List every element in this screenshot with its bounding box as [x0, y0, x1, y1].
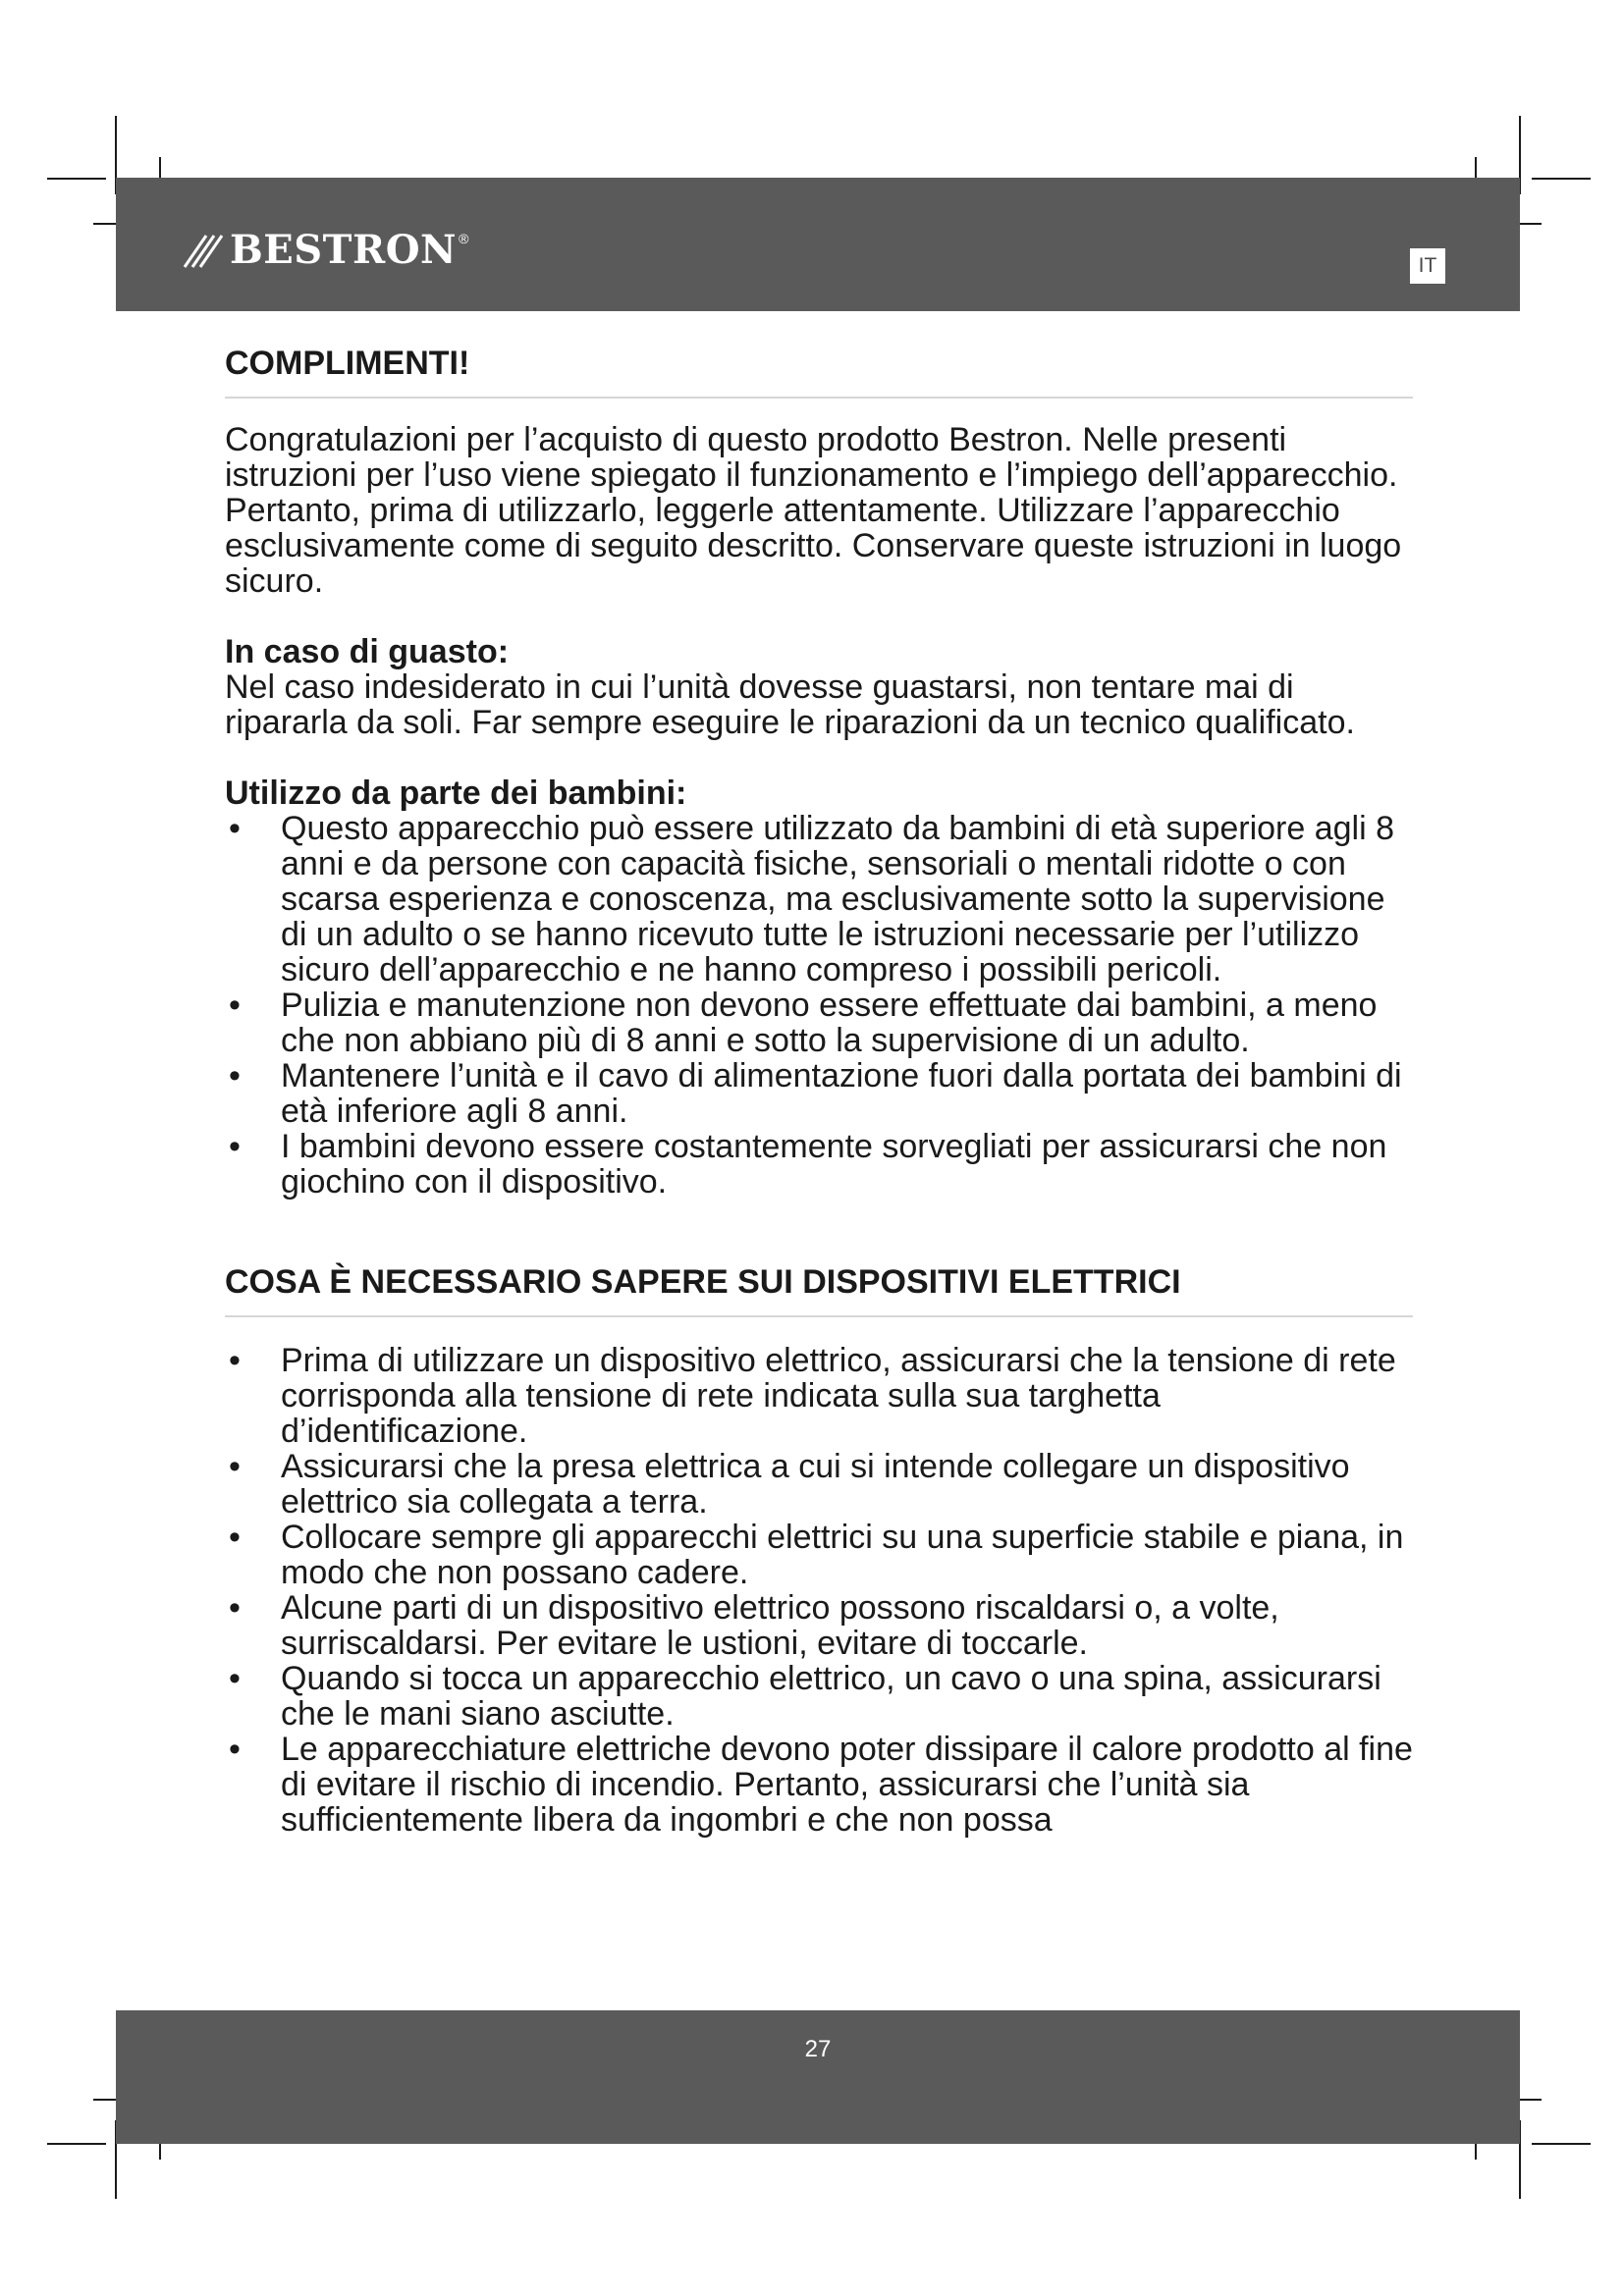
dispositivi-list: [225, 1343, 1413, 1838]
list-item: • Collocare sempre gli apparecchi elettrici su una superficie stabile e piana, in modo che non possano cadere.: [229, 1519, 1404, 1591]
crop-mark: [47, 2143, 106, 2145]
list-item: • Assicurarsi che la presa elettrica a cui si intende collegare un dispositivo elettrico sia collegata a terra.: [229, 1448, 1350, 1521]
subsection-heading-guasto: In caso di guasto:: [225, 633, 510, 670]
section-title-dispositivi: COSA È NECESSARIO SAPERE SUI DISPOSITIVI ELETTRICI: [225, 1262, 1413, 1317]
section-title-complimenti: COMPLIMENTI!: [225, 344, 1413, 399]
registered-mark: ®: [459, 230, 469, 246]
list-item: • Mantenere l’unità e il cavo di alimentazione fuori dalla portata dei bambini di età inferiore agli 8 anni.: [229, 1057, 1402, 1130]
crop-mark: [1532, 178, 1591, 180]
chevrons-icon: [181, 232, 224, 269]
footer-bar: [116, 2010, 1520, 2144]
list-item: • Quando si tocca un apparecchio elettrico, un cavo o una spina, assicurarsi che le mani siano asciutte.: [229, 1660, 1381, 1733]
intro-paragraph: Congratulazioni per l’acquisto di questo prodotto Bestron. Nelle presenti istruzioni per l’uso viene spiegato il funzionamento e l’impiego dell’apparecchio. Pertanto, prima di utilizzarlo, leggerle attentamente. Utilizzare l’apparecchio esclusivamente come di seguito descritto. Conservare queste istruzioni in luogo sicuro.: [225, 421, 1402, 600]
guasto-paragraph: Nel caso indesiderato in cui l’unità dovesse guastarsi, non tentare mai di ripararla da soli. Far sempre eseguire le riparazioni da un tecnico qualificato.: [225, 668, 1355, 741]
list-item: • Le apparecchiature elettriche devono poter dissipare il calore prodotto al fine di evitare il rischio di incendio. Pertanto, assicurarsi che l’unità sia sufficientemente libera da ingombri e che non possa: [229, 1731, 1413, 1839]
list-item: • Alcune parti di un dispositivo elettrico possono riscaldarsi o, a volte, surriscaldarsi. Per evitare le ustioni, evitare di toccarle.: [229, 1589, 1279, 1662]
list-item: • Pulizia e manutenzione non devono essere effettuate dai bambini, a meno che non abbiano più di 8 anni e sotto la supervisione di un adulto.: [229, 987, 1378, 1059]
page-content: [225, 344, 1413, 1838]
list-item: • I bambini devono essere costantemente sorvegliati per assicurarsi che non giochino con il dispositivo.: [229, 1128, 1387, 1201]
header-bar: [116, 178, 1520, 311]
page-number: 27: [804, 2036, 832, 2062]
brand-logo: [181, 227, 468, 273]
list-item: • Questo apparecchio può essere utilizzato da bambini di età superiore agli 8 anni e da persone con capacità fisiche, sensoriali o mentali ridotte o con scarsa esperienza e conoscenza, ma esclusivamente sotto la supervisione di un adulto o se hanno ricevuto tutte le istruzioni necessarie per l’utilizzo sicuro dell’apparecchio e ne hanno compreso i possibili pericoli.: [229, 810, 1395, 988]
language-badge: IT: [1410, 248, 1445, 284]
bambini-list: [225, 811, 1413, 1200]
subsection-heading-bambini: Utilizzo da parte dei bambini:: [225, 774, 687, 812]
crop-mark: [47, 178, 106, 180]
list-item: • Prima di utilizzare un dispositivo elettrico, assicurarsi che la tensione di rete corrisponda alla tensione di rete indicata sulla sua targhetta d’identificazione.: [229, 1342, 1396, 1450]
brand-name: BESTRON: [230, 227, 458, 273]
crop-mark: [1532, 2143, 1591, 2145]
